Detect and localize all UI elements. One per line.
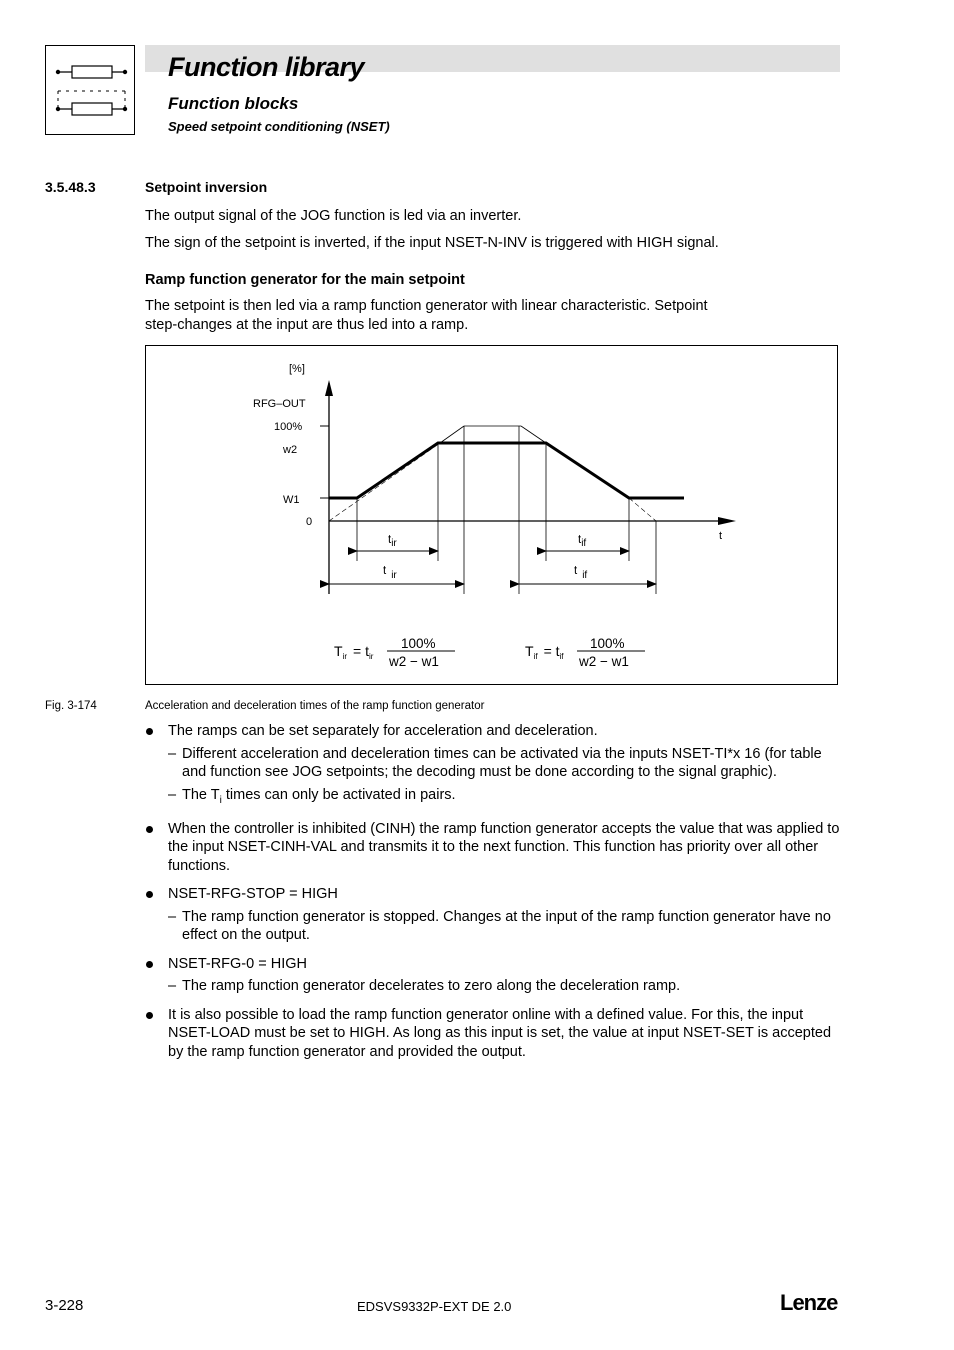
document-id: EDSVS9332P-EXT DE 2.0: [357, 1299, 512, 1314]
section-title: Setpoint inversion: [145, 179, 268, 195]
bullet-dot: [146, 728, 153, 735]
bullet-dot: [146, 891, 153, 898]
ramp-diagram: [146, 346, 837, 684]
page-subtitle: Function blocks: [168, 94, 299, 113]
tir-upper-label: tir: [388, 534, 397, 549]
svg-text:100%: 100%: [401, 636, 436, 651]
svg-text:w2 − w1: w2 − w1: [389, 654, 439, 669]
x-axis-label: t: [719, 530, 723, 542]
figure-caption-text: Acceleration and deceleration times of the ramp function generator: [145, 700, 485, 712]
y-unit-label: [%]: [289, 363, 305, 375]
ramp-paragraph-line2: step-changes at the input are thus led into a ramp.: [145, 317, 469, 333]
figure-caption-number: Fig. 3-174: [45, 700, 97, 712]
list-item: The ramps can be set separately for acceleration and deceleration. – Different acceleration and deceleration times can be activated via the inputs NSET-TI*x 16 (for table and function see JOG setpoints; the decoding must be done according to the signal graphic). – The $T_i$ times can only be activated in pairs.: [145, 722, 845, 810]
sub-item: – The ramp function generator decelerates to zero along the deceleration ramp.: [168, 978, 681, 995]
tif-lower-label: t if: [574, 565, 588, 581]
bullet-dot: [146, 826, 153, 833]
y-axis-label: RFG–OUT: [253, 398, 306, 410]
svg-text:Tir= tir: $T_{ir} = t_{ir}$: [334, 643, 374, 661]
list-item: When the controller is inhibited (CINH) the ramp function generator accepts the value that was applied to the input NSET-CINH-VAL and transmits it to the next function. This function has priority over all other functions.: [145, 820, 845, 876]
svg-text:w2 − w1: w2 − w1: [579, 654, 629, 669]
section-number: 3.5.48.3: [45, 179, 96, 195]
function-block-logo: [45, 45, 135, 135]
bullet-dot: [146, 961, 153, 968]
page-subsubtitle: Speed setpoint conditioning (NSET): [168, 119, 390, 134]
formula-tif: [525, 636, 645, 669]
function-block-icon: [46, 46, 134, 134]
svg-text:Tif= tif: $T_{if} = t_{if}$: [525, 643, 564, 661]
list-item: NSET-RFG-STOP = HIGH – The ramp function generator is stopped. Changes at the input of the ramp function generator have no effect on the output.: [145, 885, 845, 945]
x-axis-arrow: [718, 517, 736, 525]
page-title: Function library: [168, 52, 365, 82]
y-zero-label: 0: [306, 516, 313, 528]
brand-logo: Lenze: [780, 1290, 838, 1315]
sub-item: – The $T_i$ times can only be activated in pairs.: [168, 786, 456, 806]
list-item: It is also possible to load the ramp function generator online with a defined value. For this, the input NSET-LOAD must be set to HIGH. As long as this input is set, the value at input NSET-SET is accepted by the ramp function generator and provided the output.: [145, 1006, 845, 1062]
formula-tir: [334, 636, 455, 669]
paragraph-sign-inversion: The sign of the setpoint is inverted, if the input NSET-N-INV is triggered with HIGH signal.: [145, 235, 719, 251]
bullet-dot: [146, 1012, 153, 1019]
y-w1-label: W1: [283, 494, 300, 506]
list-item: NSET-RFG-0 = HIGH – The ramp function generator decelerates to zero along the deceleration ramp.: [145, 955, 845, 996]
ramp-paragraph-line1: The setpoint is then led via a ramp function generator with linear characteristic. Setpoint: [145, 298, 708, 314]
tir-lower-label: t ir: [383, 565, 397, 581]
tif-upper-label: tif: [578, 534, 587, 549]
svg-text:100%: 100%: [590, 636, 625, 651]
sub-item: – The ramp function generator is stopped. Changes at the input of the ramp function generator have no effect on the output.: [168, 908, 831, 944]
y-w2-label: w2: [283, 444, 298, 456]
page-number: 3-228: [45, 1297, 84, 1314]
ramp-heading: Ramp function generator for the main setpoint: [145, 272, 465, 288]
ramp-diagram-frame: [145, 345, 838, 685]
bullet-list: [145, 722, 845, 1069]
y-axis-arrow: [325, 380, 333, 396]
sub-item: – Different acceleration and deceleration times can be activated via the inputs NSET-TI*x 16 (for table and function see JOG setpoints; the decoding must be done according to the signal graphic).: [168, 745, 822, 780]
paragraph-inverter: The output signal of the JOG function is led via an inverter.: [145, 208, 522, 224]
y-100-label: 100%: [274, 421, 303, 433]
rfg-output-curve: [329, 443, 684, 498]
